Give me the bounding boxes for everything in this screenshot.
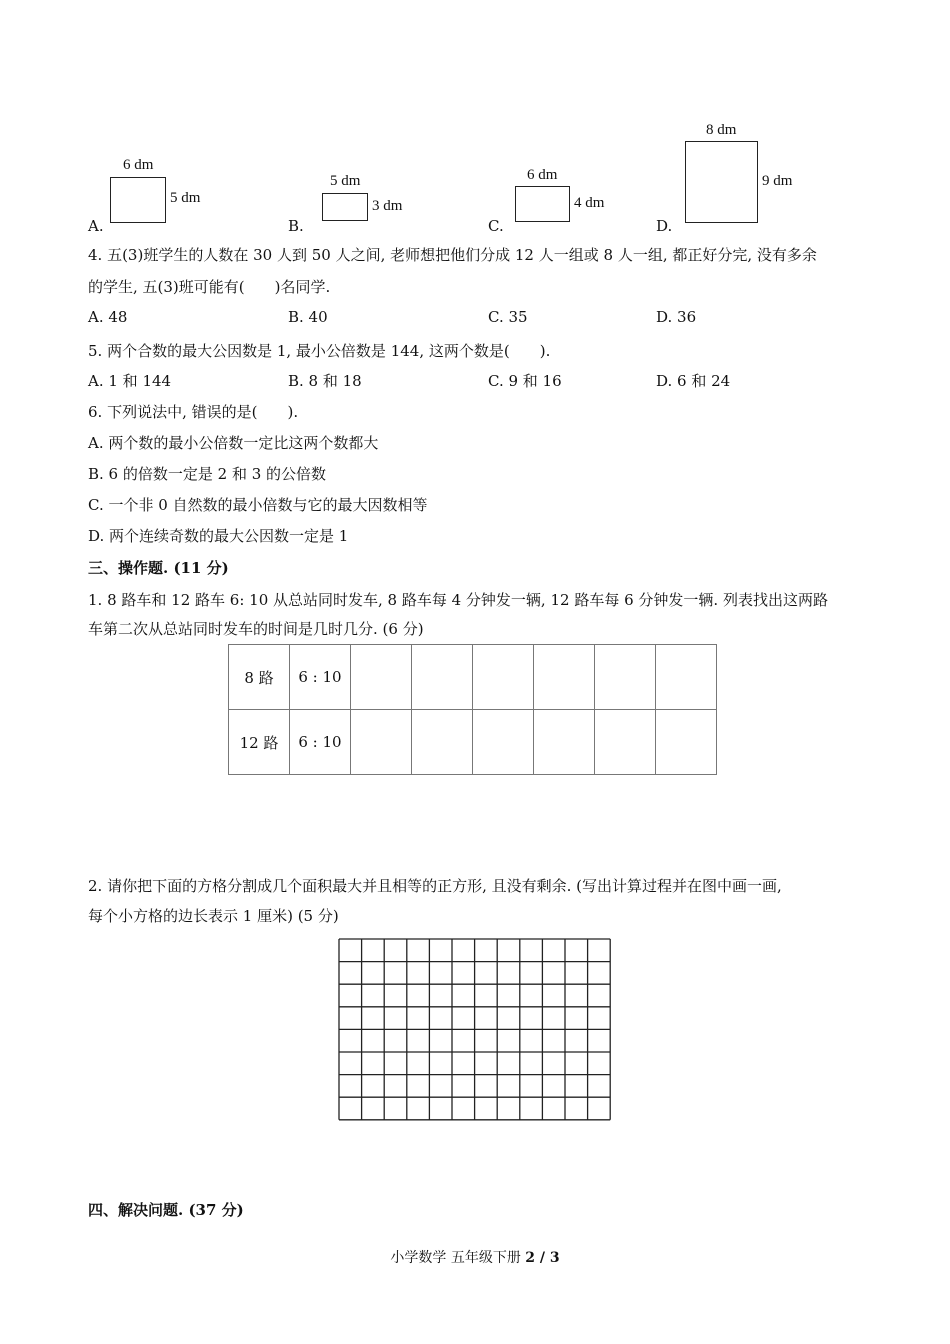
blank-cell[interactable] [351, 645, 412, 710]
figure-c-width: 6 dm [527, 167, 558, 183]
q6-option-d: D. 两个连续奇数的最大公因数一定是 1 [88, 527, 349, 545]
figure-b-rectangle [322, 193, 368, 221]
q4-text-line2: 的学生, 五(3)班可能有( )名同学. [88, 278, 331, 296]
blank-cell[interactable] [595, 645, 656, 710]
footer-subject: 小学数学 五年级下册 [390, 1250, 526, 1266]
section3-q1-line2: 车第二次从总站同时发车的时间是几时几分. (6 分) [88, 620, 424, 638]
blank-cell[interactable] [412, 645, 473, 710]
q5-option-a: A. 1 和 144 [88, 372, 172, 390]
section3-q2-line2: 每个小方格的边长表示 1 厘米) (5 分) [88, 907, 339, 925]
q6-option-c: C. 一个非 0 自然数的最小倍数与它的最大因数相等 [88, 496, 428, 514]
square-grid[interactable] [338, 938, 611, 1123]
q5-option-d: D. 6 和 24 [656, 372, 731, 390]
q6-option-a: A. 两个数的最小公倍数一定比这两个数都大 [88, 434, 379, 452]
q4-option-c: C. 35 [488, 308, 528, 326]
figure-d-width: 8 dm [706, 122, 737, 138]
figure-d-rectangle [685, 141, 758, 223]
table-row [229, 645, 717, 710]
blank-cell[interactable] [473, 645, 534, 710]
blank-cell[interactable] [656, 710, 717, 775]
q6-text: 6. 下列说法中, 错误的是( ). [88, 403, 299, 421]
q4-option-b: B. 40 [288, 308, 328, 326]
section3-title: 三、操作题. (11 分) [88, 559, 229, 577]
footer-page-number: 2 / 3 [525, 1250, 560, 1266]
row-label-8: 8 路 [229, 645, 290, 710]
q4-option-a: A. 48 [88, 308, 128, 326]
figure-b-label: B. [288, 217, 304, 235]
figure-a-height: 5 dm [170, 190, 201, 206]
blank-cell[interactable] [534, 645, 595, 710]
q4-text-line1: 4. 五(3)班学生的人数在 30 人到 50 人之间, 老师想把他们分成 12 人一组或 8 人一组, 都正好分完, 没有多余 [88, 246, 817, 264]
bus-schedule-table [228, 644, 717, 775]
blank-cell[interactable] [534, 710, 595, 775]
figure-b-height: 3 dm [372, 198, 403, 214]
figure-a-label: A. [88, 217, 104, 235]
section3-q2-line1: 2. 请你把下面的方格分割成几个面积最大并且相等的正方形, 且没有剩余. (写出计算过程并在图中画一画, [88, 877, 782, 895]
q4-option-d: D. 36 [656, 308, 697, 326]
table-row [229, 710, 717, 775]
figure-c-height: 4 dm [574, 195, 605, 211]
figure-c-label: C. [488, 217, 504, 235]
figure-b-width: 5 dm [330, 173, 361, 189]
section3-q1-line1: 1. 8 路车和 12 路车 6: 10 从总站同时发车, 8 路车每 4 分钟发一辆, 12 路车每 6 分钟发一辆. 列表找出这两路 [88, 591, 828, 609]
blank-cell[interactable] [595, 710, 656, 775]
blank-cell[interactable] [351, 710, 412, 775]
blank-cell[interactable] [473, 710, 534, 775]
row-start-time: 6 : 10 [290, 645, 351, 710]
q5-option-b: B. 8 和 18 [288, 372, 362, 390]
q6-option-b: B. 6 的倍数一定是 2 和 3 的公倍数 [88, 465, 327, 483]
page-footer [0, 1247, 950, 1267]
figure-d-label: D. [656, 217, 673, 235]
q5-text: 5. 两个合数的最大公因数是 1, 最小公倍数是 144, 这两个数是( ). [88, 342, 551, 360]
row-label-12: 12 路 [229, 710, 290, 775]
figure-c-rectangle [515, 186, 570, 222]
blank-cell[interactable] [412, 710, 473, 775]
figure-d-height: 9 dm [762, 173, 793, 189]
row-start-time: 6 : 10 [290, 710, 351, 775]
blank-cell[interactable] [656, 645, 717, 710]
figure-a-rectangle [110, 177, 166, 223]
q5-option-c: C. 9 和 16 [488, 372, 562, 390]
figure-a-width: 6 dm [123, 157, 154, 173]
section4-title: 四、解决问题. (37 分) [88, 1201, 244, 1219]
